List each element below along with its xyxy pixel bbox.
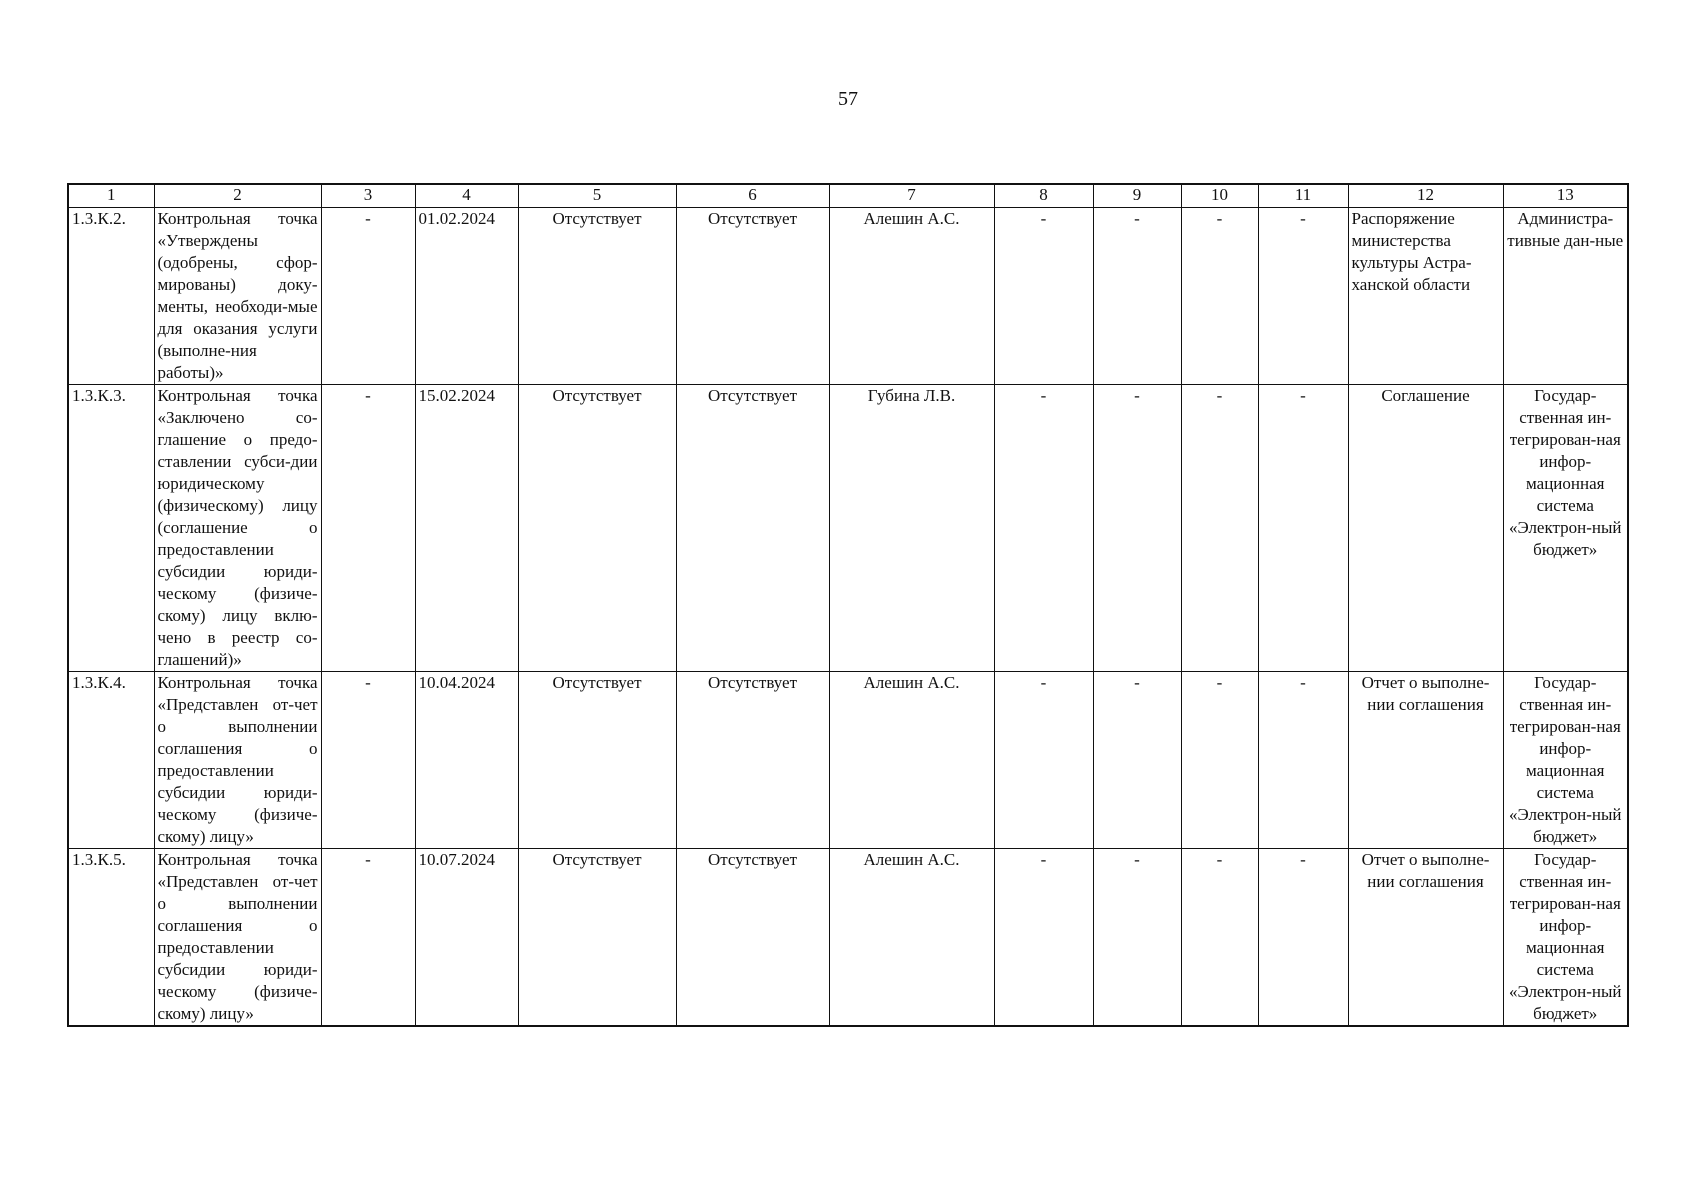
information-source: Государ-ственная ин-тегрирован-ная инфор-мационная система «Электрон-ный бюджет» (1503, 672, 1628, 849)
control-point-name: Контрольная точка «Заключено со-глашение о предо-ставлении субси-дии юридическому (физическому) лицу (соглашение о предоставлении субсидии юриди-ческому (физиче-скому) лицу вклю-чено в реестр со-глашений)» (154, 385, 321, 672)
responsible-person: Губина Л.В. (829, 385, 994, 672)
responsible-person: Алешин А.С. (829, 849, 994, 1027)
header-cell: 12 (1348, 184, 1503, 208)
cell-col-6: Отсутствует (676, 672, 829, 849)
cell-col-10: - (1181, 385, 1258, 672)
cell-col-11: - (1258, 385, 1348, 672)
header-cell: 7 (829, 184, 994, 208)
information-source: Государ-ственная ин-тегрирован-ная инфор-мационная система «Электрон-ный бюджет» (1503, 385, 1628, 672)
control-points-table (67, 183, 1629, 1027)
cell-col-3: - (321, 849, 415, 1027)
page-number: 57 (838, 88, 858, 110)
cell-col-3: - (321, 672, 415, 849)
table-row (68, 385, 1628, 672)
control-point-date: 01.02.2024 (415, 208, 518, 385)
cell-col-5: Отсутствует (518, 849, 676, 1027)
row-code: 1.3.К.4. (68, 672, 154, 849)
information-source: Администра-тивные дан-ные (1503, 208, 1628, 385)
responsible-person: Алешин А.С. (829, 672, 994, 849)
cell-col-9: - (1093, 385, 1181, 672)
confirming-document: Распоряжение министерства культуры Астра-ханской области (1348, 208, 1503, 385)
cell-col-6: Отсутствует (676, 208, 829, 385)
control-point-date: 10.04.2024 (415, 672, 518, 849)
cell-col-10: - (1181, 672, 1258, 849)
cell-col-5: Отсутствует (518, 385, 676, 672)
header-cell: 13 (1503, 184, 1628, 208)
cell-col-11: - (1258, 849, 1348, 1027)
control-point-date: 15.02.2024 (415, 385, 518, 672)
cell-col-3: - (321, 208, 415, 385)
cell-col-8: - (994, 208, 1093, 385)
header-cell: 9 (1093, 184, 1181, 208)
header-cell: 8 (994, 184, 1093, 208)
cell-col-9: - (1093, 849, 1181, 1027)
header-cell: 3 (321, 184, 415, 208)
cell-col-6: Отсутствует (676, 385, 829, 672)
table-row (68, 849, 1628, 1027)
confirming-document: Отчет о выполне-нии соглашения (1348, 849, 1503, 1027)
confirming-document: Соглашение (1348, 385, 1503, 672)
responsible-person: Алешин А.С. (829, 208, 994, 385)
table-row (68, 672, 1628, 849)
control-point-name: Контрольная точка «Представлен от-чет о выполнении соглашения о предоставлении субсидии юриди-ческому (физиче-скому) лицу» (154, 849, 321, 1027)
cell-col-11: - (1258, 672, 1348, 849)
cell-col-8: - (994, 385, 1093, 672)
cell-col-3: - (321, 385, 415, 672)
cell-col-11: - (1258, 208, 1348, 385)
control-point-date: 10.07.2024 (415, 849, 518, 1027)
cell-col-8: - (994, 849, 1093, 1027)
cell-col-9: - (1093, 208, 1181, 385)
header-cell: 2 (154, 184, 321, 208)
control-point-name: Контрольная точка «Представлен от-чет о выполнении соглашения о предоставлении субсидии юриди-ческому (физиче-скому) лицу» (154, 672, 321, 849)
row-code: 1.3.К.2. (68, 208, 154, 385)
header-cell: 6 (676, 184, 829, 208)
header-cell: 5 (518, 184, 676, 208)
cell-col-9: - (1093, 672, 1181, 849)
cell-col-5: Отсутствует (518, 672, 676, 849)
cell-col-10: - (1181, 208, 1258, 385)
header-cell: 4 (415, 184, 518, 208)
table-row (68, 208, 1628, 385)
cell-col-10: - (1181, 849, 1258, 1027)
header-cell: 11 (1258, 184, 1348, 208)
information-source: Государ-ственная ин-тегрирован-ная инфор-мационная система «Электрон-ный бюджет» (1503, 849, 1628, 1027)
row-code: 1.3.К.3. (68, 385, 154, 672)
header-row (68, 184, 1628, 208)
confirming-document: Отчет о выполне-нии соглашения (1348, 672, 1503, 849)
cell-col-5: Отсутствует (518, 208, 676, 385)
control-point-name: Контрольная точка «Утверждены (одобрены, сфор-мированы) доку-менты, необходи-мые для оказания услуги (выполне-ния работы)» (154, 208, 321, 385)
cell-col-6: Отсутствует (676, 849, 829, 1027)
header-cell: 10 (1181, 184, 1258, 208)
cell-col-8: - (994, 672, 1093, 849)
header-cell: 1 (68, 184, 154, 208)
row-code: 1.3.К.5. (68, 849, 154, 1027)
